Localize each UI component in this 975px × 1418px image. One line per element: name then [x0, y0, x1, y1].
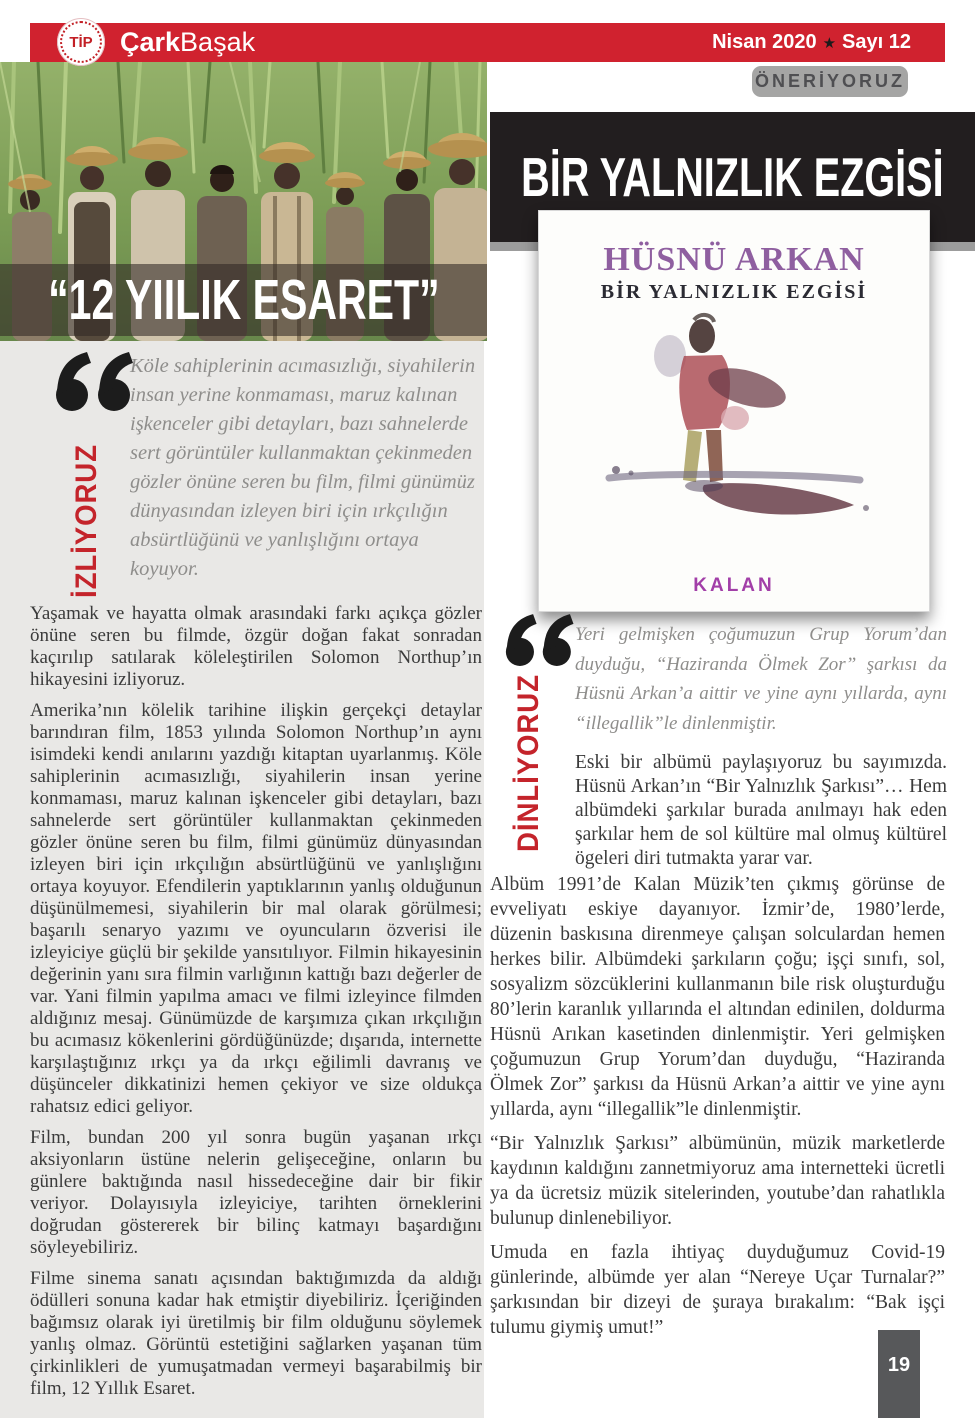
issue-info: [712, 23, 911, 63]
film-paragraph: Amerika’nın kölelik tarihine ilişkin gerçekçi detaylar barındıran film, 1853 yılında Solomon Northup’ın aynı isimdeki kendi anılarını yazdığı kitaptan uyarlanmış. Köle sahiplerinin acımasızlığı, siyahilerin insan yerine konmaması, maruz kalınan işkenceler gibi detayları, bazı sahnelerde sert görüntüler kullanmaktan çekinmeden gözler önüne seren bu film, filmi günümüz dünyasından izleyen biri için ırkçılığın absürtlüğünü ve yanlışlığını ortaya koyuyor. Efendilerin yaptıklarının yanlış olduğunun düşünülmemesi, siyahilerin bir mal olarak görülmesi; başarılı senaryo yazımı ve oyuncuların özverisi ile izleyiciye güçlü bir şekilde yansıtılıyor. Filmin hikayesinin değerinin yanı sıra filmin varlığının kattığı bazı değerler de var. Yani filmin yapılma amacı ve filmi izleyince filmden aldığınız mesaj. Günümüzde de karşımıza çıkan ırkçılığın bu acımasız kökenlerini gördüğünüzde; dışarıda, internette karşılaştığınız ırkçı ya da ırkçı eğilimli davranış ve düşünceler dikkatinizi hemen çekiyor ve size oldukça rahatsız edici geliyor.: [30, 700, 482, 1117]
album-paragraph: Umuda en fazla ihtiyaç duyduğumuz Covid-19 günlerinde, albümde yer alan “Nereye Uçar Turnalar?” şarkısından bir dizeyi de şuraya bırakalım: “Bak işçi tulumu giymiş umut!”: [490, 1242, 945, 1338]
film-paragraph: Filme sinema sanatı açısından baktığımızda da aldığı ödülleri sonuna kadar hak etmiştir diyebiliriz. İçeriğinden bağımsız olarak iyi üretilmiş bir film olduğunu söylemek yanlış olmaz. Görüntü estetiğini sağlarken yaşanan tüm çirkinlikleri de yumuşatmadan vermeyi başarabilmiş bir film, 12 Yıllık Esaret.: [30, 1268, 482, 1399]
magazine-title: [120, 23, 255, 62]
section-label-izliyoruz: İZLİYORUZ: [70, 444, 103, 598]
page-number-block: [878, 1330, 920, 1418]
film-paragraph: Yaşamak ve hayatta olmak arasındaki farkı açıkça gözler önüne seren bu filmde, özgür doğan fakat sonradan kaçırılıp satılarak köleleştirilen Solomon Northup’ın hikayesini izliyoruz.: [30, 603, 482, 690]
issue-number: Sayı 12: [842, 31, 911, 53]
album-cover: [538, 210, 930, 612]
film-title: “12 YIILIK ESARET”: [47, 268, 440, 332]
album-paragraph: “Bir Yalnızlık Şarkısı” albümünün, müzik marketlerde kaydının kaldığını zannetmiyoruz ama internetteki ücretli ya da ücretsiz müzik sitelerinden, youtube’dan rahatlıkla bulunup dinlenebiliyor.: [490, 1133, 945, 1229]
quote-icon: [55, 352, 137, 417]
album-article-body: [490, 872, 945, 1349]
quote-icon: [505, 614, 577, 672]
album-intro-paragraph: Eski bir albümü paylaşıyoruz bu sayımızda. Hüsnü Arkan’ın “Bir Yalnızlık Şarkısı”… Hem albümdeki şarkılar burada anılmayı hak eden şarkılar hem de sol kültüre mal olmuş kültürel ögeleri diri tutmakta yarar var.: [575, 752, 947, 869]
issue-date: Nisan 2020: [712, 31, 817, 53]
film-paragraph: Film, bundan 200 yıl sonra bugün yaşanan ırkçı aksiyonların üstüne nelerin gelişeceğine, onların bu günlere baktığında nasıl hissedeceğine dair bir fikir veriyor. Dolayısıyla izleyiciye, tarihten örneklerini doğrudan göstererek bir bilinç katmayı başardığını söyleyebiliriz.: [30, 1127, 482, 1258]
star-icon: ★: [822, 35, 837, 52]
film-title-band: [0, 264, 487, 336]
section-label-dinliyoruz: DİNLİYORUZ: [512, 674, 545, 852]
record-label-logo: KALAN: [693, 575, 775, 596]
album-paragraph: Albüm 1991’de Kalan Müzik’ten çıkmış görünse de evveliyatı eskiye dayanıyor. İzmir’de, 1980’lerde, düzenin baskısına direnmeye çalışan solculardan hemen herkes bilir. Albümdeki şarkıların çoğu; işçi sınıfı, sol, sosyalizm sözcüklerini kullanmanın bile risk oluşturduğu 80’lerin karanlık yıllarında el altından edinilen, doldurma Hüsnü Arıkan kasetinden dinlenmiştir. Yeri gelmişken çoğumuzun Grup Yorum’dan duyduğu, “Haziranda Ölmek Zor” şarkısı da Hüsnü Arkan’a aittir ve yine aynı yıllarda, aynı “illegallik”le dinlenmiştir.: [490, 874, 945, 1120]
tip-logo-text: TİP: [69, 33, 93, 51]
album-artist: HÜSNÜ ARKAN: [603, 241, 865, 278]
film-pull-quote: Köle sahiplerinin acımasızlığı, siyahilerin insan yerine konmaması, maruz kalınan işkenceler gibi detayları, bazı sahnelerde sert görüntüler kullanmaktan çekinmeden gözler önüne seren bu film, filmi günümüz dünyasından izleyen biri için ırkçılığın absürtlüğünü ve yanlışlığını ortaya koyuyor.: [130, 355, 476, 580]
recommend-badge: ÖNERİYORUZ: [752, 66, 908, 97]
magazine-title-regular: Başak: [180, 27, 256, 57]
album-banner-title: BİR YALNIZLIK EZGİSİ: [521, 146, 944, 208]
magazine-title-bold: Çark: [120, 27, 181, 57]
watercolor-figure-illustration: [584, 308, 884, 538]
album-pull-quote: Yeri gelmişken çoğumuzun Grup Yorum’dan duyduğu, “Haziranda Ölmek Zor” şarkısı da Hüsnü Arkan’a aittir ve yine aynı yıllarda, aynı “illegallik”le dinlenmiştir.: [575, 624, 947, 734]
tip-logo-ring-icon: [60, 21, 102, 63]
film-article-body: [30, 603, 482, 1409]
masthead-bar: [30, 23, 945, 62]
album-title: BİR YALNIZLIK EZGİSİ: [600, 281, 868, 303]
page-number: 19: [887, 1354, 911, 1376]
tip-logo: [57, 18, 105, 66]
